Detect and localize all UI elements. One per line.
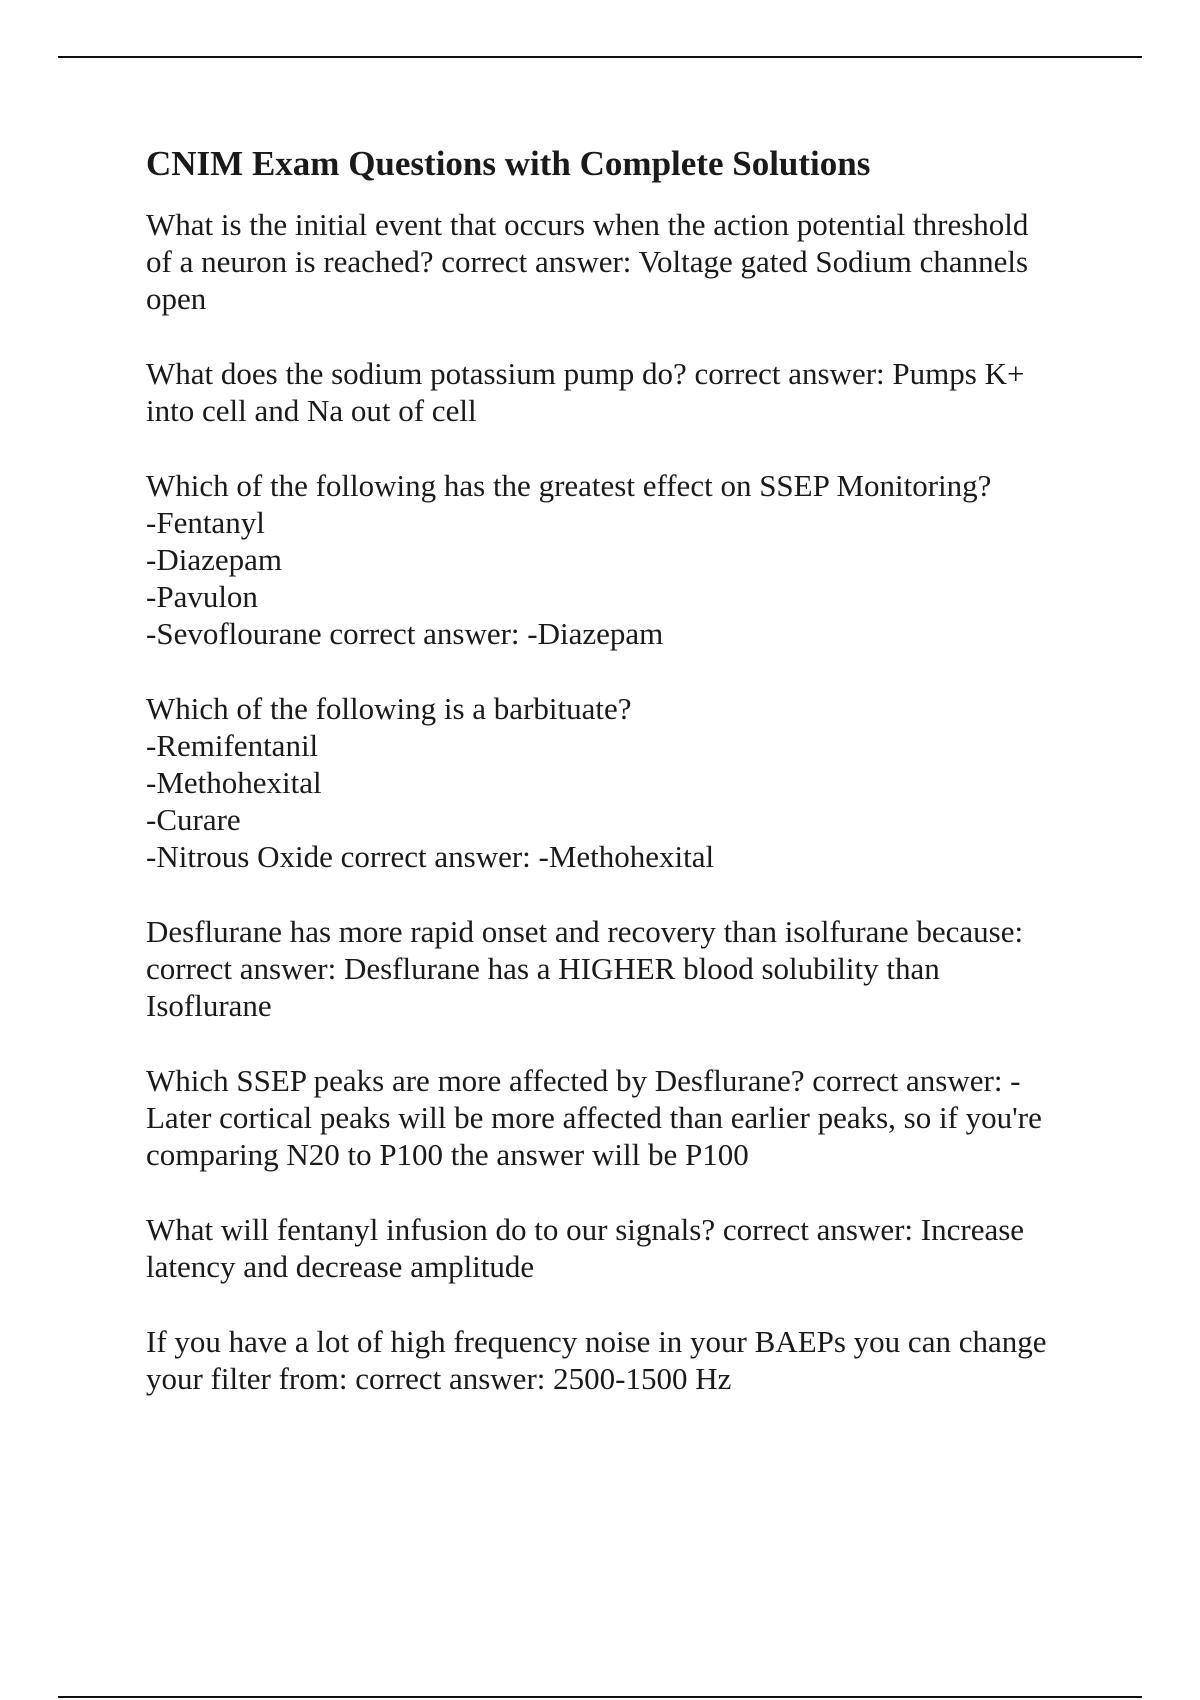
option-line: -Fentanyl	[146, 505, 265, 540]
option-line: -Curare	[146, 802, 241, 837]
option-line: -Sevoflourane correct answer: -Diazepam	[146, 616, 664, 651]
text-line: Desflurane has more rapid onset and recovery than isolfurane because:	[146, 914, 1024, 949]
question-answer-5	[146, 913, 1106, 1024]
option-line: -Nitrous Oxide correct answer: -Methohexital	[146, 839, 715, 874]
option-line: -Remifentanil	[146, 728, 319, 763]
question-answer-3	[146, 467, 1106, 652]
text-line: your filter from: correct answer: 2500-1500 Hz	[146, 1361, 732, 1396]
question-answer-1	[146, 206, 1106, 317]
text-line: into cell and Na out of cell	[146, 393, 477, 428]
document-title: CNIM Exam Questions with Complete Solutions	[146, 144, 871, 183]
text-line: of a neuron is reached? correct answer: Voltage gated Sodium channels	[146, 244, 1029, 279]
bottom-divider	[58, 1696, 1142, 1698]
option-line: -Methohexital	[146, 765, 322, 800]
text-line: comparing N20 to P100 the answer will be P100	[146, 1137, 749, 1172]
text-line: open	[146, 281, 207, 316]
text-line: latency and decrease amplitude	[146, 1249, 535, 1284]
question-answer-6	[146, 1062, 1106, 1173]
text-line: If you have a lot of high frequency noise in your BAEPs you can change	[146, 1324, 1047, 1359]
text-line: Isoflurane	[146, 988, 272, 1023]
text-line: What does the sodium potassium pump do? correct answer: Pumps K+	[146, 356, 1025, 391]
question-answer-2	[146, 355, 1106, 429]
question-answer-8	[146, 1323, 1106, 1397]
text-line: Which of the following is a barbituate?	[146, 691, 632, 726]
question-answer-4	[146, 690, 1106, 875]
document-body	[146, 140, 1106, 1435]
top-divider	[58, 56, 1142, 58]
question-answer-7	[146, 1211, 1106, 1285]
option-line: -Pavulon	[146, 579, 258, 614]
text-line: Later cortical peaks will be more affected than earlier peaks, so if you're	[146, 1100, 1042, 1135]
option-line: -Diazepam	[146, 542, 282, 577]
text-line: Which of the following has the greatest effect on SSEP Monitoring?	[146, 468, 992, 503]
text-line: correct answer: Desflurane has a HIGHER blood solubility than	[146, 951, 940, 986]
text-line: Which SSEP peaks are more affected by Desflurane? correct answer: -	[146, 1063, 1021, 1098]
text-line: What will fentanyl infusion do to our signals? correct answer: Increase	[146, 1212, 1025, 1247]
text-line: What is the initial event that occurs when the action potential threshold	[146, 207, 1029, 242]
